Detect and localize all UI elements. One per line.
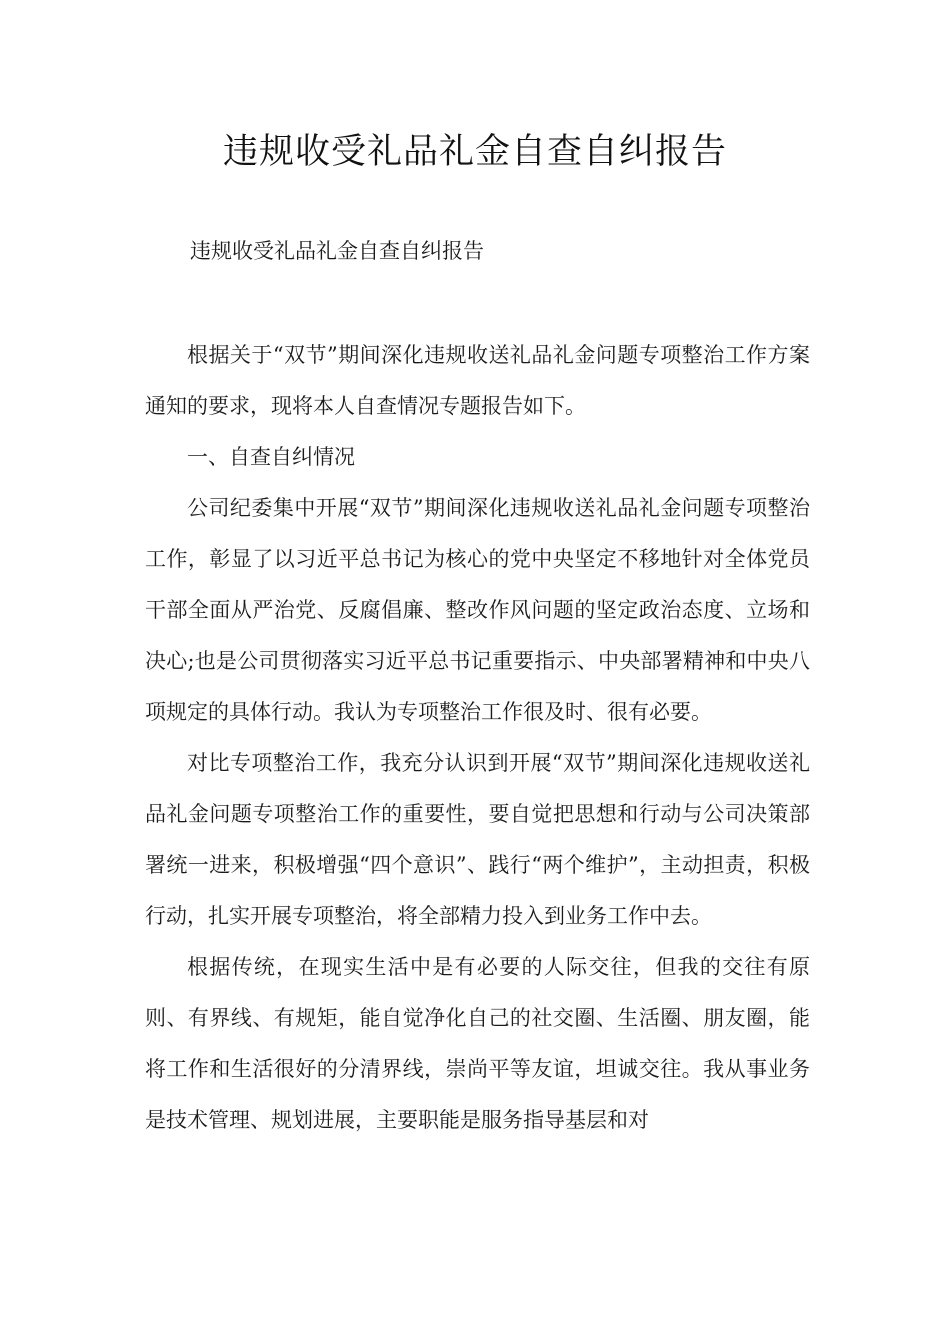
section-heading: 一、自查自纠情况 <box>187 445 355 469</box>
document-subtitle: 违规收受礼品礼金自查自纠报告 <box>190 239 484 263</box>
paragraph: 公司纪委集中开展“双节”期间深化违规收送礼品礼金问题专项整治工作，彰显了以习近平总书记为核心的党中央坚定不移地针对全体党员干部全面从严治党、反腐倡廉、整改作风问题的坚定政治态度、立场和决心;也是公司贯彻落实习近平总书记重要指示、中央部署精神和中央八项规定的具体行动。我认为专项整治工作很及时、很有必要。 <box>145 496 810 724</box>
paragraph: 根据传统，在现实生活中是有必要的人际交往，但我的交往有原则、有界线、有规矩，能自觉净化自己的社交圈、生活圈、朋友圈，能将工作和生活很好的分清界线，崇尚平等友谊，坦诚交往。我从事业务是技术管理、规划进展，主要职能是服务指导基层和对 <box>145 955 810 1132</box>
paragraph: 对比专项整治工作，我充分认识到开展“双节”期间深化违规收送礼品礼金问题专项整治工作的重要性，要自觉把思想和行动与公司决策部署统一进来，积极增强“四个意识”、践行“两个维护”，主动担责，积极行动，扎实开展专项整治，将全部精力投入到业务工作中去。 <box>145 751 810 928</box>
document-body <box>145 330 810 1146</box>
paragraph-intro: 根据关于“双节”期间深化违规收送礼品礼金问题专项整治工作方案通知的要求，现将本人自查情况专题报告如下。 <box>145 343 810 418</box>
document-title: 违规收受礼品礼金自查自纠报告 <box>222 132 727 172</box>
